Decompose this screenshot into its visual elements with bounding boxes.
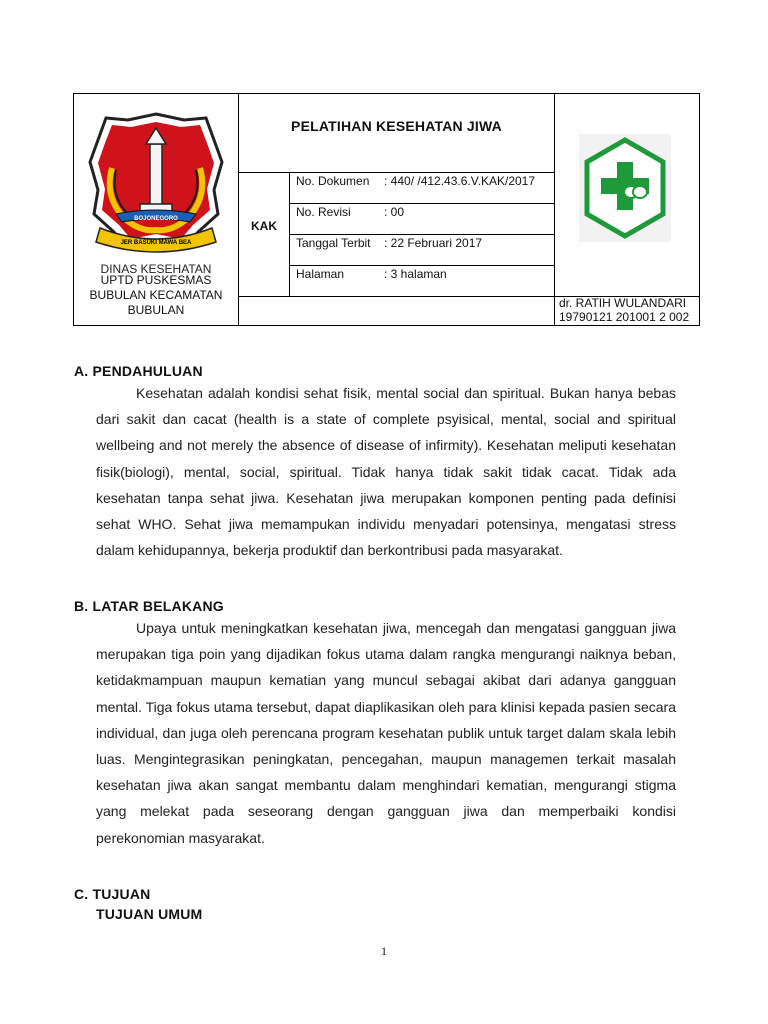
org-name: [74, 273, 238, 318]
section-title-tujuan: C. TUJUAN: [74, 886, 151, 902]
paragraph-latar-belakang: Upaya untuk meningkatkan kesehatan jiwa, mencegah dan mengatasi gangguan jiwa merupakan tiga poin yang dijadikan fokus utama dalam rangka mengurangi naiknya beban, ketidakmampuan maupun kematian yang muncul sebagai akibat dari adanya gangguan mental. Tiga fokus utama tersebut, dapat diaplikasikan oleh para klinisi kepada pasien secara individual, dan juga oleh perencana program kesehatan publik untuk target dalam skala lebih luas. Mengintegrasikan peningkatan, pencegahan, maupun managemen terkait masalah kesehatan jiwa akan sangat membantu dalam menghindari kematian, mengurangi stigma yang melekat pada seseorang dengan gangguan jiwa dan memperbaiki kondisi perekonomian masyarakat.: [96, 620, 676, 846]
meta-label: Halaman: [296, 267, 345, 281]
meta-label: No. Revisi: [296, 205, 351, 219]
header-divider: [289, 203, 554, 204]
signer-nip: 19790121 201001 2 002: [559, 310, 690, 324]
subsection-title-tujuan-umum: TUJUAN UMUM: [96, 906, 203, 922]
org-name-line: BUBULAN: [127, 303, 185, 317]
signer-block: [559, 296, 689, 324]
signer-name: dr. RATIH WULANDARI: [559, 296, 687, 310]
logo-ribbon-text: JER BASUKI MAWA BEA: [120, 240, 192, 246]
page-number: 1: [381, 944, 387, 958]
org-name-line: UPTD PUSKESMAS: [100, 273, 212, 287]
paragraph-pendahuluan: Kesehatan adalah kondisi sehat fisik, mental social dan spiritual. Bukan hanya bebas dari sakit dan cacat (health is a state of complete psyisical, mental, social and spiritual wellbeing and not merely the absence of disease of infirmity). Kesehatan meliputi kesehatan fisik(biologi), mental, social, spiritual. Tidak hanya tidak sakit tidak cacat. Tidak ada kesehatan tanpa sehat jiwa. Kesehatan jiwa merupakan komponen penting pada definisi sehat WHO. Sehat jiwa memampukan individu menyadari potensinya, mengatasi stress dalam kehidupannya, bekerja produktif dan berkontribusi pada masyarakat.: [96, 385, 676, 559]
header-divider: [289, 265, 554, 266]
meta-row-revision: [296, 205, 404, 219]
puskesmas-logo: [579, 134, 671, 242]
logo-city-text: BOJONEGORO: [134, 216, 178, 222]
document-type: KAK: [251, 219, 277, 233]
section-title-pendahuluan: A. PENDAHULUAN: [74, 363, 203, 379]
header-divider: [554, 94, 555, 325]
document-title: PELATIHAN KESEHATAN JIWA: [291, 118, 502, 134]
meta-value: : 3 halaman: [384, 267, 447, 281]
org-name-line: BUBULAN KECAMATAN: [89, 288, 223, 302]
header-divider: [238, 172, 554, 173]
meta-row-doc-number: [296, 174, 535, 188]
header-divider: [289, 234, 554, 235]
meta-label: No. Dokumen: [296, 174, 370, 188]
meta-row-pages: [296, 267, 447, 281]
meta-label: Tanggal Terbit: [296, 236, 371, 250]
bojonegoro-logo: [86, 110, 226, 260]
meta-row-issue-date: [296, 236, 482, 250]
org-department-clipped: DINAS KESEHATAN: [100, 262, 212, 273]
meta-value: : 440/ /412.43.6.V.KAK/2017: [384, 174, 536, 188]
meta-value: : 22 Februari 2017: [384, 236, 483, 250]
meta-value: : 00: [384, 205, 405, 219]
document-header-table: [73, 93, 700, 326]
section-title-latar-belakang: B. LATAR BELAKANG: [74, 598, 224, 614]
